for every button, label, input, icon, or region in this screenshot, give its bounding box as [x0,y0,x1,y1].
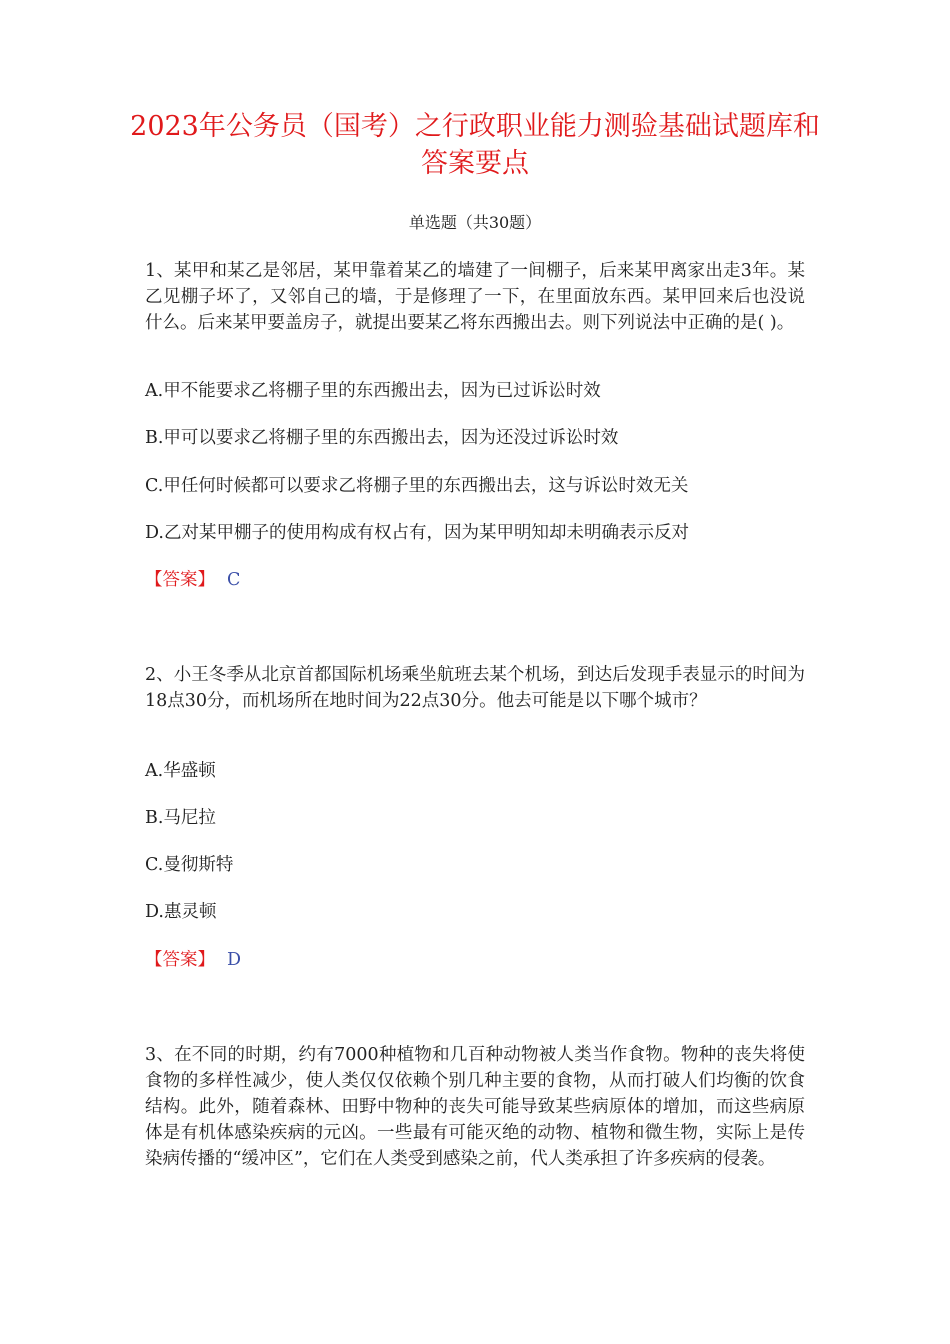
question-2-option-a: A.华盛顿 [145,761,216,781]
question-2-option-b: B.马尼拉 [145,808,216,828]
question-1-option-a: A.甲不能要求乙将棚子里的东西搬出去，因为已过诉讼时效 [145,381,601,401]
document-title: 2023年公务员（国考）之行政职业能力测验基础试题库和答案要点 [130,111,820,179]
question-1-text: 1、某甲和某乙是邻居，某甲靠着某乙的墙建了一间棚子，后来某甲离家出走3年。某乙见棚子坏了，又邻自己的墙，于是修理了一下，在里面放东西。某甲回来后也没说什么。后来某甲要盖房子，就提出要某乙将东西搬出去。则下列说法中正确的是( )。 [145,261,805,333]
question-2-option-d: D.惠灵顿 [145,902,217,922]
question-3-text: 3、在不同的时期，约有7000种植物和几百种动物被人类当作食物。物种的丧失将使食物的多样性减少，使人类仅仅依赖个别几种主要的食物，从而打破人们均衡的饮食结构。此外，随着森林、田野中物种的丧失可能导致某些病原体的增加，而这些病原体是有机体感染疾病的元凶。一些最有可能灭绝的动物、植物和微生物，实际上是传染病传播的“缓冲区”，它们在人类受到感染之前，代人类承担了许多疾病的侵袭。 [145,1045,805,1169]
answer-label: 【答案】 [145,570,215,590]
question-1-answer [145,567,240,593]
question-2-option-c: C.曼彻斯特 [145,855,234,875]
question-2-answer [145,947,241,973]
answer-label: 【答案】 [145,950,215,970]
answer-value: D [227,950,242,970]
section-header: 单选题（共30题） [408,213,542,232]
answer-value: C [227,570,241,590]
question-1-option-c: C.甲任何时候都可以要求乙将棚子里的东西搬出去，这与诉讼时效无关 [145,476,689,496]
question-2-text: 2、小王冬季从北京首都国际机场乘坐航班去某个机场，到达后发现手表显示的时间为18点30分，而机场所在地时间为22点30分。他去可能是以下哪个城市？ [145,665,805,711]
question-1-option-d: D.乙对某甲棚子的使用构成有权占有，因为某甲明知却未明确表示反对 [145,523,689,543]
question-1-option-b: B.甲可以要求乙将棚子里的东西搬出去，因为还没过诉讼时效 [145,428,619,448]
